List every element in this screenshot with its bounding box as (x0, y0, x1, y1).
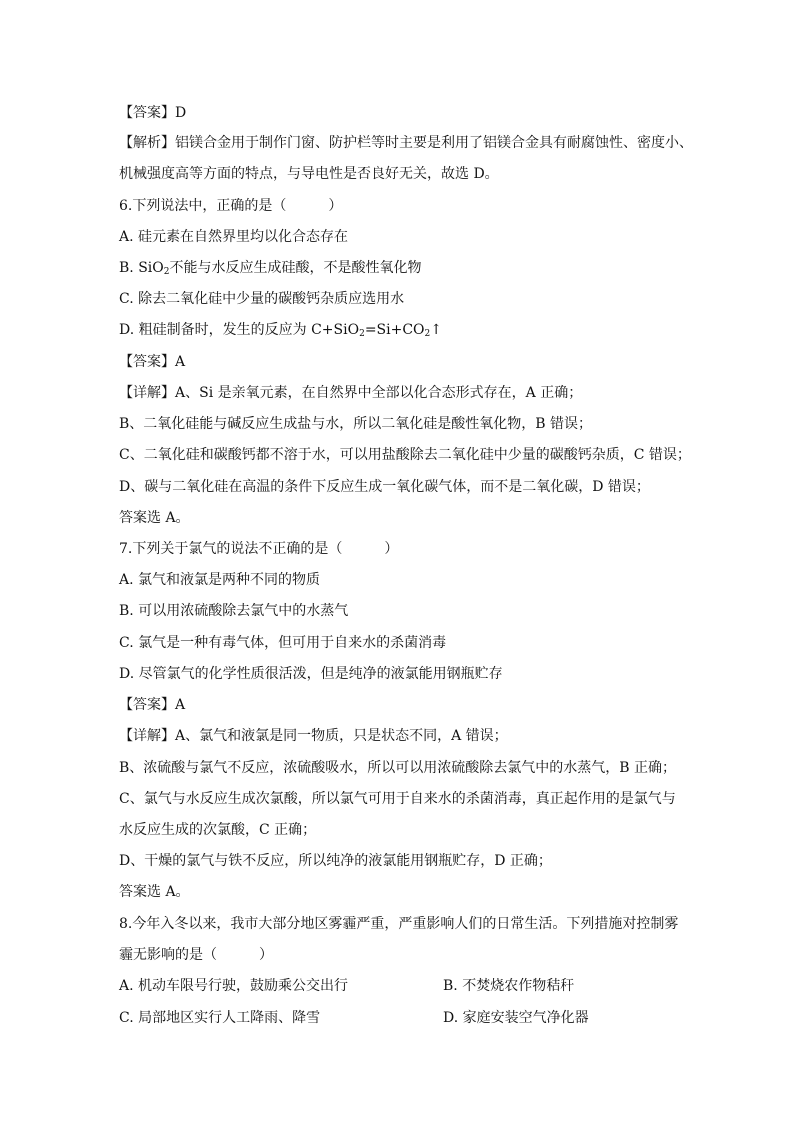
question-6: 6.下列说法中，正确的是（ ） (119, 198, 343, 214)
explain-q7-c-line2: 水反应生成的次氯酸，C 正确； (119, 822, 317, 838)
q6-option-b: B. SiO$_2$不能与水反应生成硅酸，不是酸性氧化物 (119, 260, 422, 277)
q8-option-a: A. 机动车限号行驶，鼓励乘公交出行 (119, 978, 349, 994)
explain-q6-c: C、二氧化硅和碳酸钙都不溶于水，可以用盐酸除去二氧化硅中少量的碳酸钙杂质，C 错误； (119, 447, 691, 463)
analysis-q5-line1: 【解析】铝镁合金用于制作门窗、防护栏等时主要是利用了铝镁合金具有耐腐蚀性、密度小、 (119, 135, 693, 151)
q6-option-c: C. 除去二氧化硅中少量的碳酸钙杂质应选用水 (119, 291, 405, 307)
q7-option-d: D. 尽管氯气的化学性质很活泼，但是纯净的液氯能用钢瓶贮存 (119, 666, 503, 682)
answer-q5: 【答案】D (119, 105, 187, 121)
question-8-line2: 霾无影响的是（ ） (119, 947, 273, 963)
explain-q7-c-line1: C、氯气与水反应生成次氯酸，所以氯气可用于自来水的杀菌消毒，真正起作用的是氯气与 (119, 791, 676, 807)
q7-option-c: C. 氯气是一种有毒气体，但可用于自来水的杀菌消毒 (119, 635, 447, 651)
question-8-line1: 8.今年入冬以来，我市大部分地区雾霾严重，严重影响人们的日常生活。下列措施对控制雾 (119, 916, 679, 932)
explain-q6-a: 【详解】A、Si 是亲氧元素，在自然界中全部以化合态形式存在，A 正确； (119, 385, 583, 401)
conclusion-q7: 答案选 A。 (119, 884, 190, 900)
q6-option-d: D. 粗硅制备时，发生的反应为 $C+SiO_2=Si+CO_2↑$ (119, 322, 442, 339)
explain-q7-a: 【详解】A、氯气和液氯是同一物质，只是状态不同，A 错误； (119, 728, 508, 744)
q7-option-b: B. 可以用浓硫酸除去氯气中的水蒸气 (119, 603, 349, 619)
explain-q7-b: B、浓硫酸与氯气不反应，浓硫酸吸水，所以可以用浓硫酸除去氯气中的水蒸气，B 正确； (119, 760, 677, 776)
q7-option-a: A. 氯气和液氯是两种不同的物质 (119, 572, 321, 588)
q8-option-d: D. 家庭安装空气净化器 (443, 1010, 589, 1026)
analysis-q5-line2: 机械强度高等方面的特点，与导电性是否良好无关，故选 D。 (119, 166, 499, 182)
explain-q6-b: B、二氧化硅能与碱反应生成盐与水，所以二氧化硅是酸性氧化物，B 错误； (119, 416, 593, 432)
explain-q6-d: D、碳与二氧化硅在高温的条件下反应生成一氧化碳气体，而不是二氧化碳，D 错误； (119, 479, 650, 495)
q8-option-c: C. 局部地区实行人工降雨、降雪 (119, 1010, 321, 1026)
conclusion-q6: 答案选 A。 (119, 510, 190, 526)
question-7: 7.下列关于氯气的说法不正确的是（ ） (119, 541, 399, 557)
answer-q7: 【答案】A (119, 697, 186, 713)
q6-option-a: A. 硅元素在自然界里均以化合态存在 (119, 229, 349, 245)
answer-q6: 【答案】A (119, 354, 186, 370)
q8-option-b: B. 不焚烧农作物秸秆 (443, 978, 575, 994)
explain-q7-d: D、干燥的氯气与铁不反应，所以纯净的液氯能用钢瓶贮存，D 正确； (119, 853, 552, 869)
